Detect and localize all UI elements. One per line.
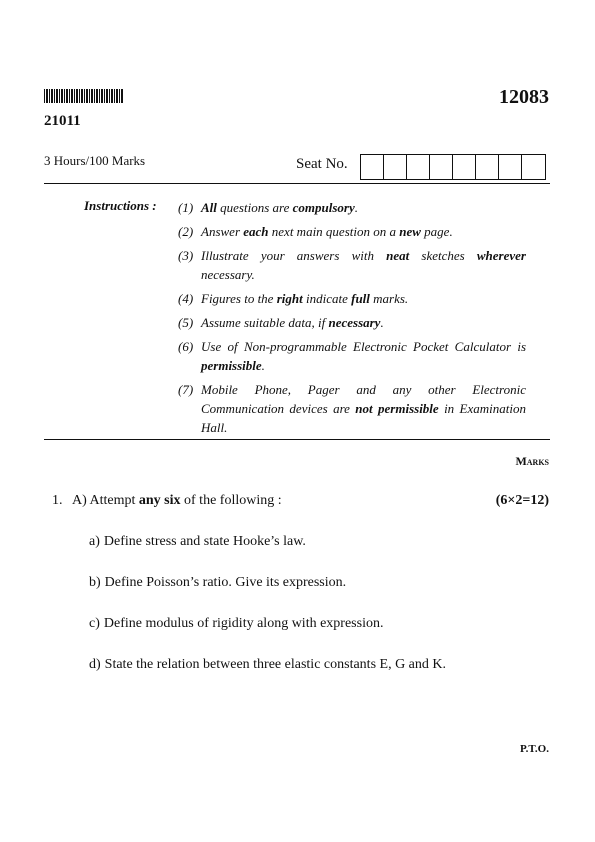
instruction-text: Illustrate your answers with neat sketches wherever necessary. xyxy=(201,248,526,282)
seat-digit-box[interactable] xyxy=(476,155,499,179)
sub-question: d) State the relation between three elastic constants E, G and K. xyxy=(89,657,446,672)
instruction-item xyxy=(178,198,526,217)
instruction-text: Use of Non-programmable Electronic Pocket Calculator is permissible. xyxy=(201,339,526,373)
seat-digit-box[interactable] xyxy=(361,155,384,179)
question-text: A) Attempt any six of the following : xyxy=(72,493,282,508)
sub-question: b) Define Poisson’s ratio. Give its expression. xyxy=(89,575,347,590)
instruction-number: (4) xyxy=(178,291,194,306)
instruction-item xyxy=(178,337,526,375)
instruction-number: (1) xyxy=(178,200,194,215)
barcode-graphic xyxy=(44,89,124,103)
divider xyxy=(44,439,550,440)
seat-digit-box[interactable] xyxy=(407,155,430,179)
seat-digit-box[interactable] xyxy=(499,155,522,179)
instruction-item xyxy=(178,380,526,437)
instruction-number: (2) xyxy=(178,224,194,239)
seat-digit-box[interactable] xyxy=(453,155,476,179)
question-number: 1. xyxy=(52,493,63,508)
instruction-item xyxy=(178,289,526,308)
instructions-list xyxy=(178,198,526,442)
pto-label: P.T.O. xyxy=(519,743,549,755)
instruction-item xyxy=(178,313,526,332)
paper-code: 12083 xyxy=(499,86,549,108)
subject-code: 21011 xyxy=(44,113,81,129)
instruction-number: (3) xyxy=(178,248,194,263)
instruction-text: Assume suitable data, if necessary. xyxy=(201,315,384,330)
instruction-number: (7) xyxy=(178,382,194,397)
seat-digit-box[interactable] xyxy=(522,155,545,179)
marks-heading: Marks xyxy=(515,454,549,468)
instruction-text: Figures to the right indicate full marks. xyxy=(201,291,409,306)
instruction-number: (5) xyxy=(178,315,194,330)
instruction-text: Mobile Phone, Pager and any other Electronic Communication devices are not permissible in Examination Hall. xyxy=(201,382,526,435)
instructions-label: Instructions : xyxy=(84,198,157,213)
sub-question: a) Define stress and state Hooke’s law. xyxy=(89,534,306,549)
instruction-text: Answer each next main question on a new page. xyxy=(201,224,453,239)
seat-digit-box[interactable] xyxy=(384,155,407,179)
duration-marks: 3 Hours/100 Marks xyxy=(44,153,146,168)
seat-digit-box[interactable] xyxy=(430,155,453,179)
instruction-item xyxy=(178,246,526,284)
seat-number-boxes[interactable] xyxy=(360,154,546,180)
sub-question: c) Define modulus of rigidity along with expression. xyxy=(89,616,384,631)
divider xyxy=(44,183,550,184)
instruction-item xyxy=(178,222,526,241)
seat-label: Seat No. xyxy=(296,156,348,172)
instruction-number: (6) xyxy=(178,339,194,354)
question-marks: (6×2=12) xyxy=(495,493,549,508)
instruction-text: All questions are compulsory. xyxy=(201,200,358,215)
